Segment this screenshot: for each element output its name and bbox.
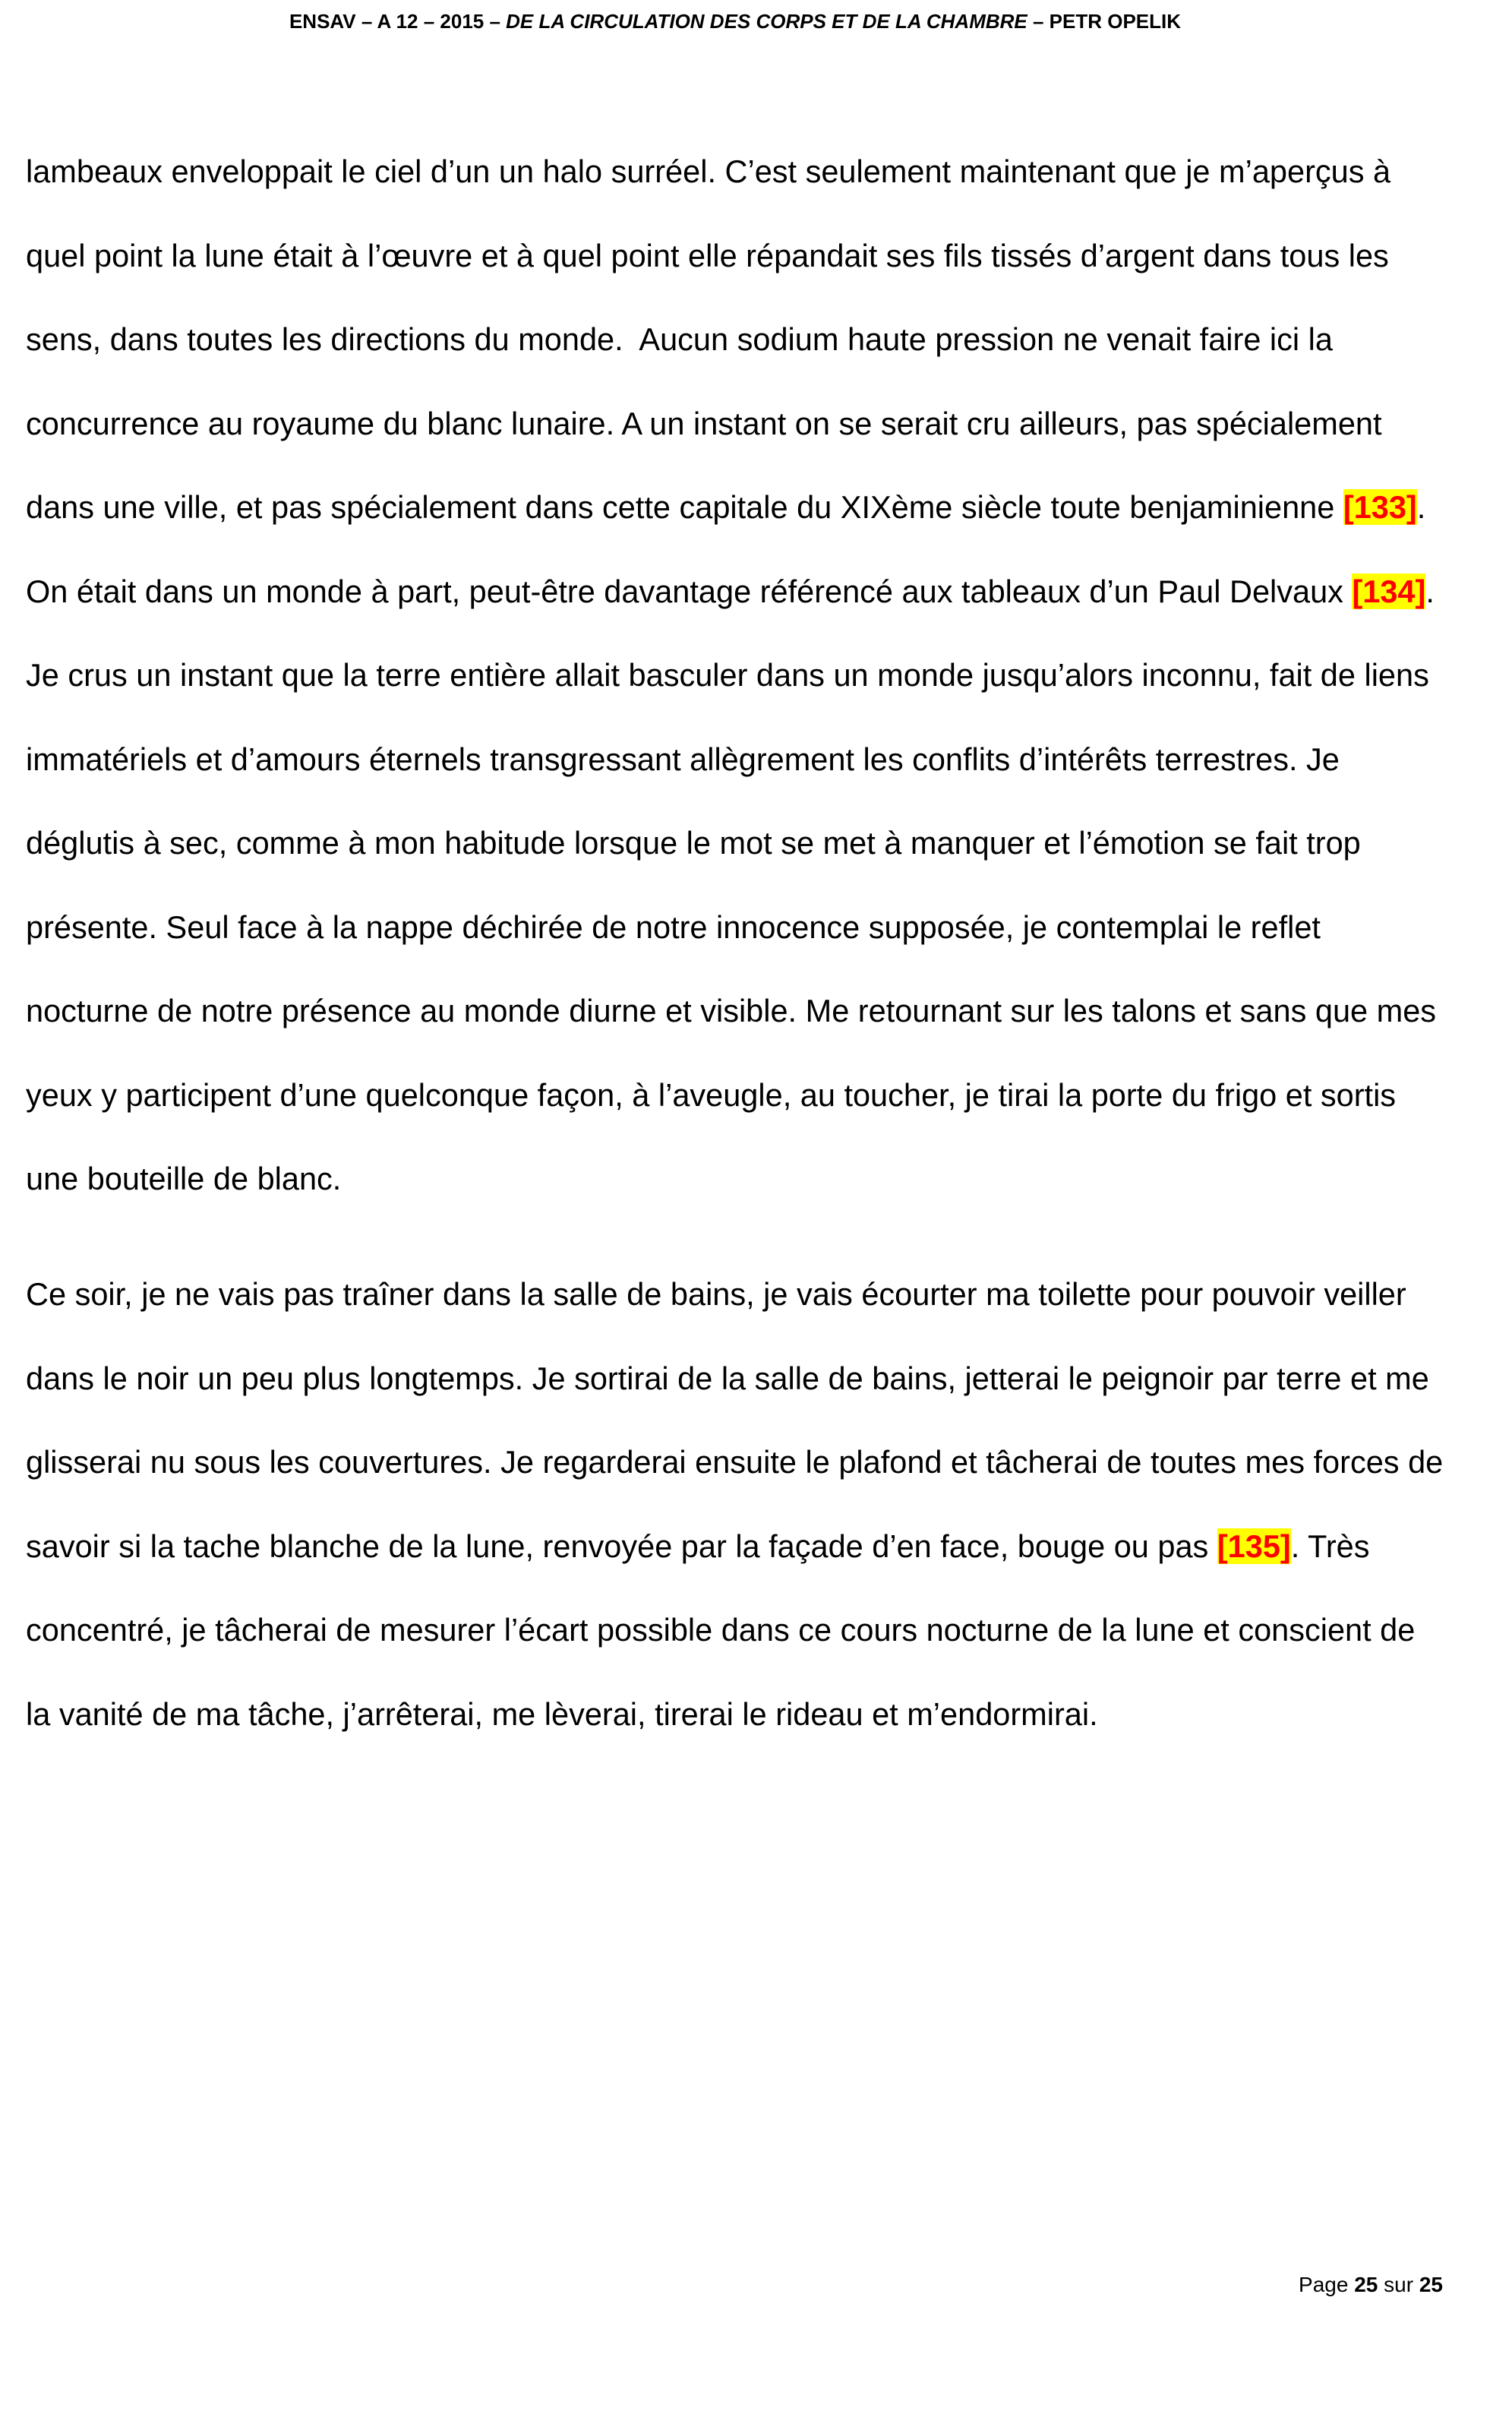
text-line — [26, 466, 1454, 550]
header-suffix: – PETR OPELIK — [1027, 10, 1182, 33]
text-line: une bouteille de blanc. — [26, 1161, 342, 1196]
text-line: la vanité de ma tâche, j’arrêterai, me lèverai, tirerai le rideau et m’endormirai. — [26, 1695, 1098, 1732]
text-segment: dans une ville, et pas spécialement dans cette capitale du XIXème siècle toute benjaminienne — [26, 489, 1343, 525]
text-segment: . — [1425, 573, 1435, 609]
paragraph — [26, 1253, 1454, 1756]
text-line: immatériels et d’amours éternels transgressant allègrement les conflits d’intérêts terrestres. Je — [26, 741, 1340, 777]
text-line: quel point la lune était à l’œuvre et à quel point elle répandait ses fils tissés d’argent dans tous les — [26, 237, 1389, 273]
running-header — [27, 6, 1443, 36]
text-line: présente. Seul face à la nappe déchirée de notre innocence supposée, je contemplai le reflet — [26, 908, 1321, 945]
text-segment: savoir si la tache blanche de la lune, renvoyée par la façade d’en face, bouge ou pas — [26, 1528, 1217, 1564]
page-of-label: sur — [1384, 2273, 1414, 2296]
text-line: Ce soir, je ne vais pas traîner dans la salle de bains, je vais écourter ma toilette pour pouvoir veiller — [26, 1276, 1406, 1312]
reference-marker: [133] — [1343, 489, 1417, 525]
reference-marker: [135] — [1217, 1528, 1291, 1564]
header-title: DE LA CIRCULATION DES CORPS ET DE LA CHAMBRE — [506, 10, 1027, 33]
text-line: concurrence au royaume du blanc lunaire. A un instant on se serait cru ailleurs, pas spécialement — [26, 405, 1382, 441]
total-pages-number: 25 — [1419, 2273, 1443, 2296]
reference-marker: [134] — [1352, 573, 1426, 609]
text-line: dans le noir un peu plus longtemps. Je sortirai de la salle de bains, jetterai le peignoir par terre et me — [26, 1360, 1429, 1396]
page-footer — [27, 2270, 1443, 2300]
text-segment: On était dans un monde à part, peut-être davantage référencé aux tableaux d’un Paul Delvaux — [26, 573, 1353, 609]
text-line: nocturne de notre présence au monde diurne et visible. Me retournant sur les talons et sans que mes — [26, 993, 1437, 1029]
text-segment: . — [1416, 489, 1426, 525]
text-line: concentré, je tâcherai de mesurer l’écart possible dans ce cours nocturne de la lune et conscient de — [26, 1612, 1416, 1648]
text-line: sens, dans toutes les directions du monde. Aucun sodium haute pression ne venait faire ici la — [26, 321, 1333, 357]
document-body — [26, 130, 1454, 1788]
text-line: lambeaux enveloppait le ciel d’un un halo surréel. C’est seulement maintenant que je m’aperçus à — [26, 153, 1391, 189]
text-line: Je crus un instant que la terre entière allait basculer dans un monde jusqu’alors inconnu, fait de liens — [26, 657, 1429, 693]
current-page-number: 25 — [1354, 2273, 1378, 2296]
text-line: glisserai nu sous les couvertures. Je regarderai ensuite le plafond et tâcherai de toutes mes forces de — [26, 1444, 1444, 1480]
page-label: Page — [1299, 2273, 1349, 2296]
text-segment: . Très — [1290, 1528, 1370, 1564]
text-line: yeux y participent d’une quelconque façon, à l’aveugle, au toucher, je tirai la porte du frigo et sortis — [26, 1076, 1397, 1113]
paragraph — [26, 130, 1454, 1221]
text-line — [26, 550, 1454, 634]
text-line: déglutis à sec, comme à mon habitude lorsque le mot se met à manquer et l’émotion se fait trop — [26, 825, 1361, 861]
text-line — [26, 1505, 1454, 1589]
header-prefix: ENSAV – A 12 – 2015 – — [289, 10, 507, 33]
